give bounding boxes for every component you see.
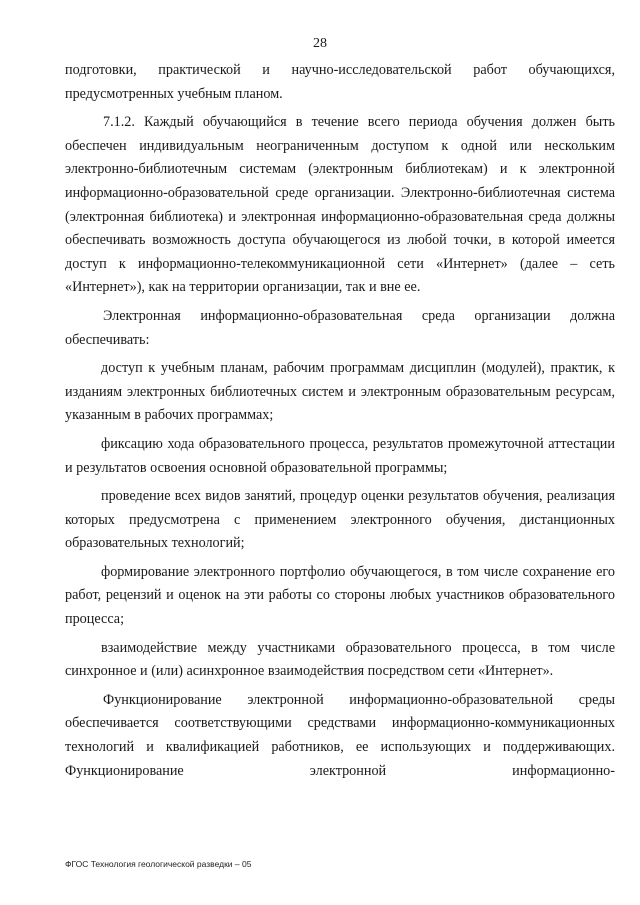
footer-text: ФГОС Технология геологической разведки – 05 bbox=[65, 859, 252, 869]
list-item-interaction: взаимодействие между участниками образовательного процесса, в том числе синхронное и (или) асинхронное взаимодействия посредством сети «Интернет». bbox=[65, 639, 615, 680]
paragraph-7-1-2: 7.1.2. Каждый обучающийся в течение всего периода обучения должен быть обеспечен индивидуальным неограниченным доступом к одной или нескольким электронно-библиотечным системам (электронным библиотекам) и к электронной информационно-образовательной среде организации. Электронно-библиотечная система (электронная библиотека) и электронная информационно-образовательная среда должны обеспечивать возможность доступа обучающегося из любой точки, в которой имеется доступ к информационно-телекоммуникационной сети «Интернет» (далее – сеть «Интернет»), как на территории организации, так и вне ее. bbox=[65, 114, 615, 296]
page-number: 28 bbox=[313, 36, 327, 51]
paragraph-continuation: подготовки, практической и научно-исследовательской работ обучающихся, предусмотренных учебным планом. bbox=[65, 62, 615, 102]
paragraph-functioning: Функционирование электронной информационно-образовательной среды обеспечивается соответствующими средствами информационно-коммуникационных технологий и квалификацией работников, ее использующих и поддерживающих. Функционирование электронной информационно- bbox=[65, 691, 615, 779]
paragraph-environment-intro: Электронная информационно-образовательная среда организации должна обеспечивать: bbox=[65, 307, 615, 348]
list-item-portfolio: формирование электронного портфолио обучающегося, в том числе сохранение его работ, рецензий и оценок на эти работы со стороны любых участников образовательного процесса; bbox=[65, 563, 615, 628]
list-item-fixation: фиксацию хода образовательного процесса, результатов промежуточной аттестации и результатов освоения основной образовательной программы; bbox=[65, 435, 615, 476]
body-text bbox=[65, 59, 615, 783]
list-item-access: доступ к учебным планам, рабочим программам дисциплин (модулей), практик, к изданиям электронных библиотечных систем и электронным образовательным ресурсам, указанным в рабочих программах; bbox=[65, 360, 615, 424]
list-item-classes: проведение всех видов занятий, процедур оценки результатов обучения, реализация которых предусмотрена с применением электронного обучения, дистанционных образовательных технологий; bbox=[65, 488, 615, 552]
